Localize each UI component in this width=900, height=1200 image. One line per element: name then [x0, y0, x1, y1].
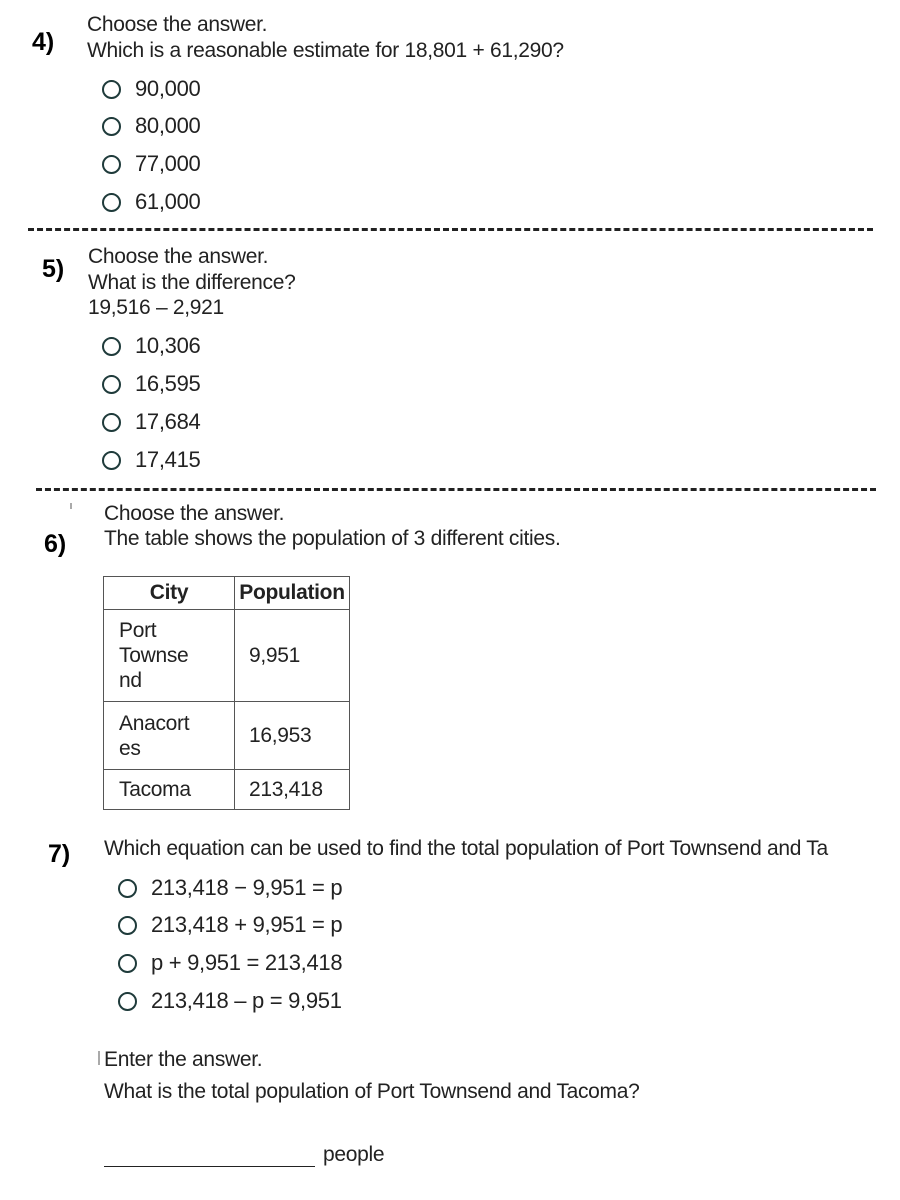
- question-5-option-3[interactable]: [102, 409, 201, 435]
- city-line: nd: [119, 669, 142, 692]
- question-6-number: 6): [44, 530, 67, 558]
- city-line: es: [119, 736, 141, 760]
- question-4-option-2[interactable]: [102, 113, 201, 139]
- city-line: Anacort: [119, 711, 190, 735]
- city-cell: [104, 610, 235, 702]
- option-label: 90,000: [135, 76, 201, 101]
- option-label: 17,415: [135, 447, 201, 472]
- question-5-option-1[interactable]: [102, 333, 201, 359]
- city-cell: [104, 770, 235, 810]
- question-7-number: 7): [48, 840, 71, 868]
- population-cell: 16,953: [235, 702, 350, 770]
- question-4-number: 4): [32, 28, 55, 56]
- table-row: [104, 770, 350, 810]
- question-5-instruction: Choose the answer.: [88, 245, 269, 268]
- question-7-option-1[interactable]: [118, 875, 342, 901]
- question-7-option-4[interactable]: [118, 988, 342, 1014]
- answer-blank[interactable]: [104, 1166, 315, 1167]
- question-5-prompt: What is the difference?: [88, 271, 296, 294]
- question-6-instruction: Choose the answer.: [104, 502, 285, 525]
- question-5-option-2[interactable]: [102, 371, 201, 397]
- entry-instruction: Enter the answer.: [104, 1048, 263, 1071]
- population-table: [103, 576, 350, 810]
- population-cell: 9,951: [235, 610, 350, 702]
- option-label: 16,595: [135, 371, 201, 396]
- radio-button-icon[interactable]: [102, 117, 121, 136]
- population-cell: 213,418: [235, 770, 350, 810]
- city-line: Port: [119, 619, 157, 642]
- table-row: [104, 610, 350, 702]
- option-label: 80,000: [135, 113, 201, 138]
- city-line: Townse: [119, 644, 189, 667]
- radio-button-icon[interactable]: [118, 954, 137, 973]
- radio-button-icon[interactable]: [102, 413, 121, 432]
- entry-prompt: What is the total population of Port Townsend and Tacoma?: [104, 1080, 640, 1103]
- section-divider: [28, 228, 873, 231]
- option-label: 213,418 − 9,951 = p: [151, 875, 343, 900]
- radio-button-icon[interactable]: [102, 80, 121, 99]
- radio-button-icon[interactable]: [102, 451, 121, 470]
- header-population: Population: [235, 577, 350, 610]
- radio-button-icon[interactable]: [118, 992, 137, 1011]
- option-label: p + 9,951 = 213,418: [151, 950, 343, 975]
- question-4-option-1[interactable]: [102, 76, 201, 102]
- question-5-number: 5): [42, 255, 65, 283]
- question-6-prompt: The table shows the population of 3 different cities.: [104, 527, 561, 550]
- question-7-option-3[interactable]: [118, 950, 342, 976]
- option-label: 61,000: [135, 189, 201, 214]
- question-7-option-2[interactable]: [118, 912, 342, 938]
- section-divider: [36, 488, 876, 491]
- question-7-prompt: Which equation can be used to find the total population of Port Townsend and Ta: [104, 837, 828, 860]
- question-4-option-3[interactable]: [102, 151, 201, 177]
- city-line: Tacoma: [119, 778, 191, 801]
- answer-unit: people: [323, 1143, 385, 1166]
- radio-button-icon[interactable]: [102, 193, 121, 212]
- option-label: 213,418 + 9,951 = p: [151, 912, 343, 937]
- question-5-expression: 19,516 – 2,921: [88, 296, 224, 319]
- city-cell: [104, 702, 235, 770]
- header-city: City: [104, 577, 235, 610]
- question-5-option-4[interactable]: [102, 447, 201, 473]
- radio-button-icon[interactable]: [118, 916, 137, 935]
- radio-button-icon[interactable]: [102, 337, 121, 356]
- table-row: [104, 702, 350, 770]
- radio-button-icon[interactable]: [102, 155, 121, 174]
- radio-button-icon[interactable]: [102, 375, 121, 394]
- stray-mark: [70, 503, 72, 509]
- question-4-option-4[interactable]: [102, 189, 201, 215]
- question-4-instruction: Choose the answer.: [87, 13, 268, 36]
- option-label: 17,684: [135, 409, 201, 434]
- question-4-prompt: Which is a reasonable estimate for 18,801 + 61,290?: [87, 39, 564, 62]
- radio-button-icon[interactable]: [118, 879, 137, 898]
- option-label: 213,418 – p = 9,951: [151, 988, 342, 1013]
- option-label: 10,306: [135, 333, 201, 358]
- stray-mark: [98, 1051, 100, 1065]
- table-header-row: [104, 577, 350, 610]
- option-label: 77,000: [135, 151, 201, 176]
